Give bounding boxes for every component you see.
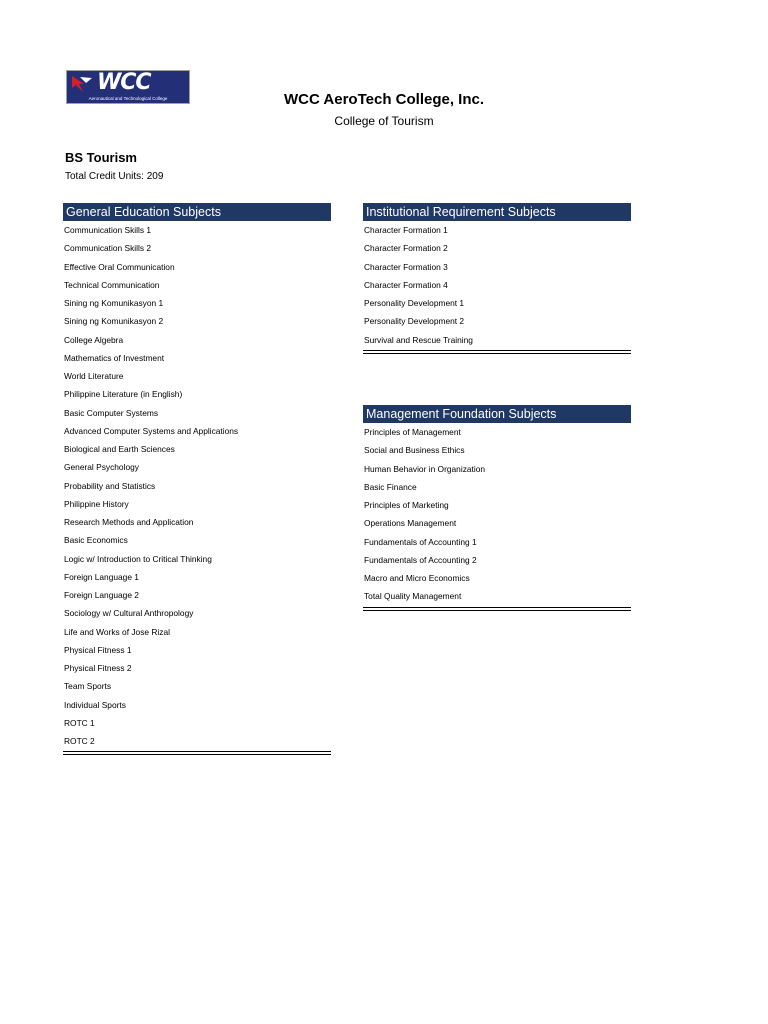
subject-item: Effective Oral Communication	[64, 261, 175, 272]
double-rule	[63, 751, 331, 755]
subject-list	[363, 221, 631, 349]
subject-item: Principles of Management	[364, 427, 461, 437]
subject-list	[363, 423, 631, 606]
subject-item: Foreign Language 2	[64, 590, 139, 600]
subject-item: Social and Business Ethics	[364, 445, 465, 456]
section-header: Management Foundation Subjects	[363, 405, 631, 423]
subject-item: Technical Communication	[64, 279, 160, 290]
subject-item: Logic w/ Introduction to Critical Thinking	[64, 553, 212, 564]
subject-item: Human Behavior in Organization	[364, 463, 486, 474]
double-rule	[363, 350, 631, 354]
subject-item: Sociology w/ Cultural Anthropology	[64, 608, 194, 619]
subject-item: Philippine Literature (in English)	[64, 389, 183, 400]
double-rule	[363, 607, 631, 611]
credit-units: Total Credit Units: 209	[65, 171, 164, 182]
subject-item: Fundamentals of Accounting 1	[364, 536, 477, 547]
section-header: Institutional Requirement Subjects	[363, 203, 631, 221]
subject-item: Total Quality Management	[364, 591, 462, 602]
subject-item: Physical Fitness 2	[64, 663, 132, 673]
institutional-requirement-section	[363, 203, 631, 354]
subject-item: Character Formation 1	[364, 225, 448, 235]
subject-item: Personality Development 1	[364, 298, 465, 308]
subject-item: Operations Management	[364, 518, 457, 529]
subject-item: Macro and Micro Economics	[364, 573, 470, 583]
management-foundation-section	[363, 405, 631, 611]
subject-item: Communication Skills 1	[64, 225, 152, 235]
subject-item: Team Sports	[64, 681, 112, 692]
logo-wordmark: WCC	[97, 70, 151, 95]
subject-item: General Psychology	[64, 462, 139, 473]
subject-item: Principles of Marketing	[364, 500, 449, 510]
subject-item: Advanced Computer Systems and Applications	[64, 425, 239, 436]
subject-item: Mathematics of Investment	[64, 352, 165, 363]
subject-item: Biological and Earth Sciences	[64, 444, 175, 454]
subject-item: Character Formation 3	[364, 261, 448, 272]
subject-item: ROTC 1	[64, 717, 95, 728]
subject-item: Basic Economics	[64, 535, 128, 546]
program-name: BS Tourism	[65, 150, 137, 165]
subject-item: Philippine History	[64, 498, 129, 509]
subject-item: Probability and Statistics	[64, 480, 156, 491]
subject-item: Fundamentals of Accounting 2	[364, 554, 477, 565]
subject-item: Sining ng Komunikasyon 1	[64, 298, 164, 308]
subject-list	[63, 221, 331, 750]
college-subtitle: College of Tourism	[334, 114, 434, 128]
subject-item: Survival and Rescue Training	[364, 334, 473, 345]
section-header: General Education Subjects	[63, 203, 331, 221]
logo-tagline: Aeronautical and Technological College	[88, 96, 168, 101]
subject-item: Physical Fitness 1	[64, 644, 132, 655]
subject-item: Foreign Language 1	[64, 571, 139, 582]
subject-item: Sining ng Komunikasyon 2	[64, 316, 164, 327]
subject-item: Character Formation 4	[364, 279, 448, 290]
subject-item: Character Formation 2	[364, 243, 448, 254]
subject-item: World Literature	[64, 371, 124, 381]
subject-item: ROTC 2	[64, 736, 95, 746]
college-title: WCC AeroTech College, Inc.	[283, 91, 485, 108]
subject-item: Research Methods and Application	[64, 517, 194, 527]
subject-item: Life and Works of Jose Rizal	[64, 626, 170, 637]
subject-item: Personality Development 2	[364, 316, 465, 327]
subject-item: Individual Sports	[64, 699, 126, 710]
subject-item: Communication Skills 2	[64, 243, 152, 254]
subject-item: Basic Finance	[364, 481, 417, 492]
subject-item: Basic Computer Systems	[64, 407, 159, 418]
subject-item: College Algebra	[64, 334, 124, 345]
general-education-section	[63, 203, 331, 755]
